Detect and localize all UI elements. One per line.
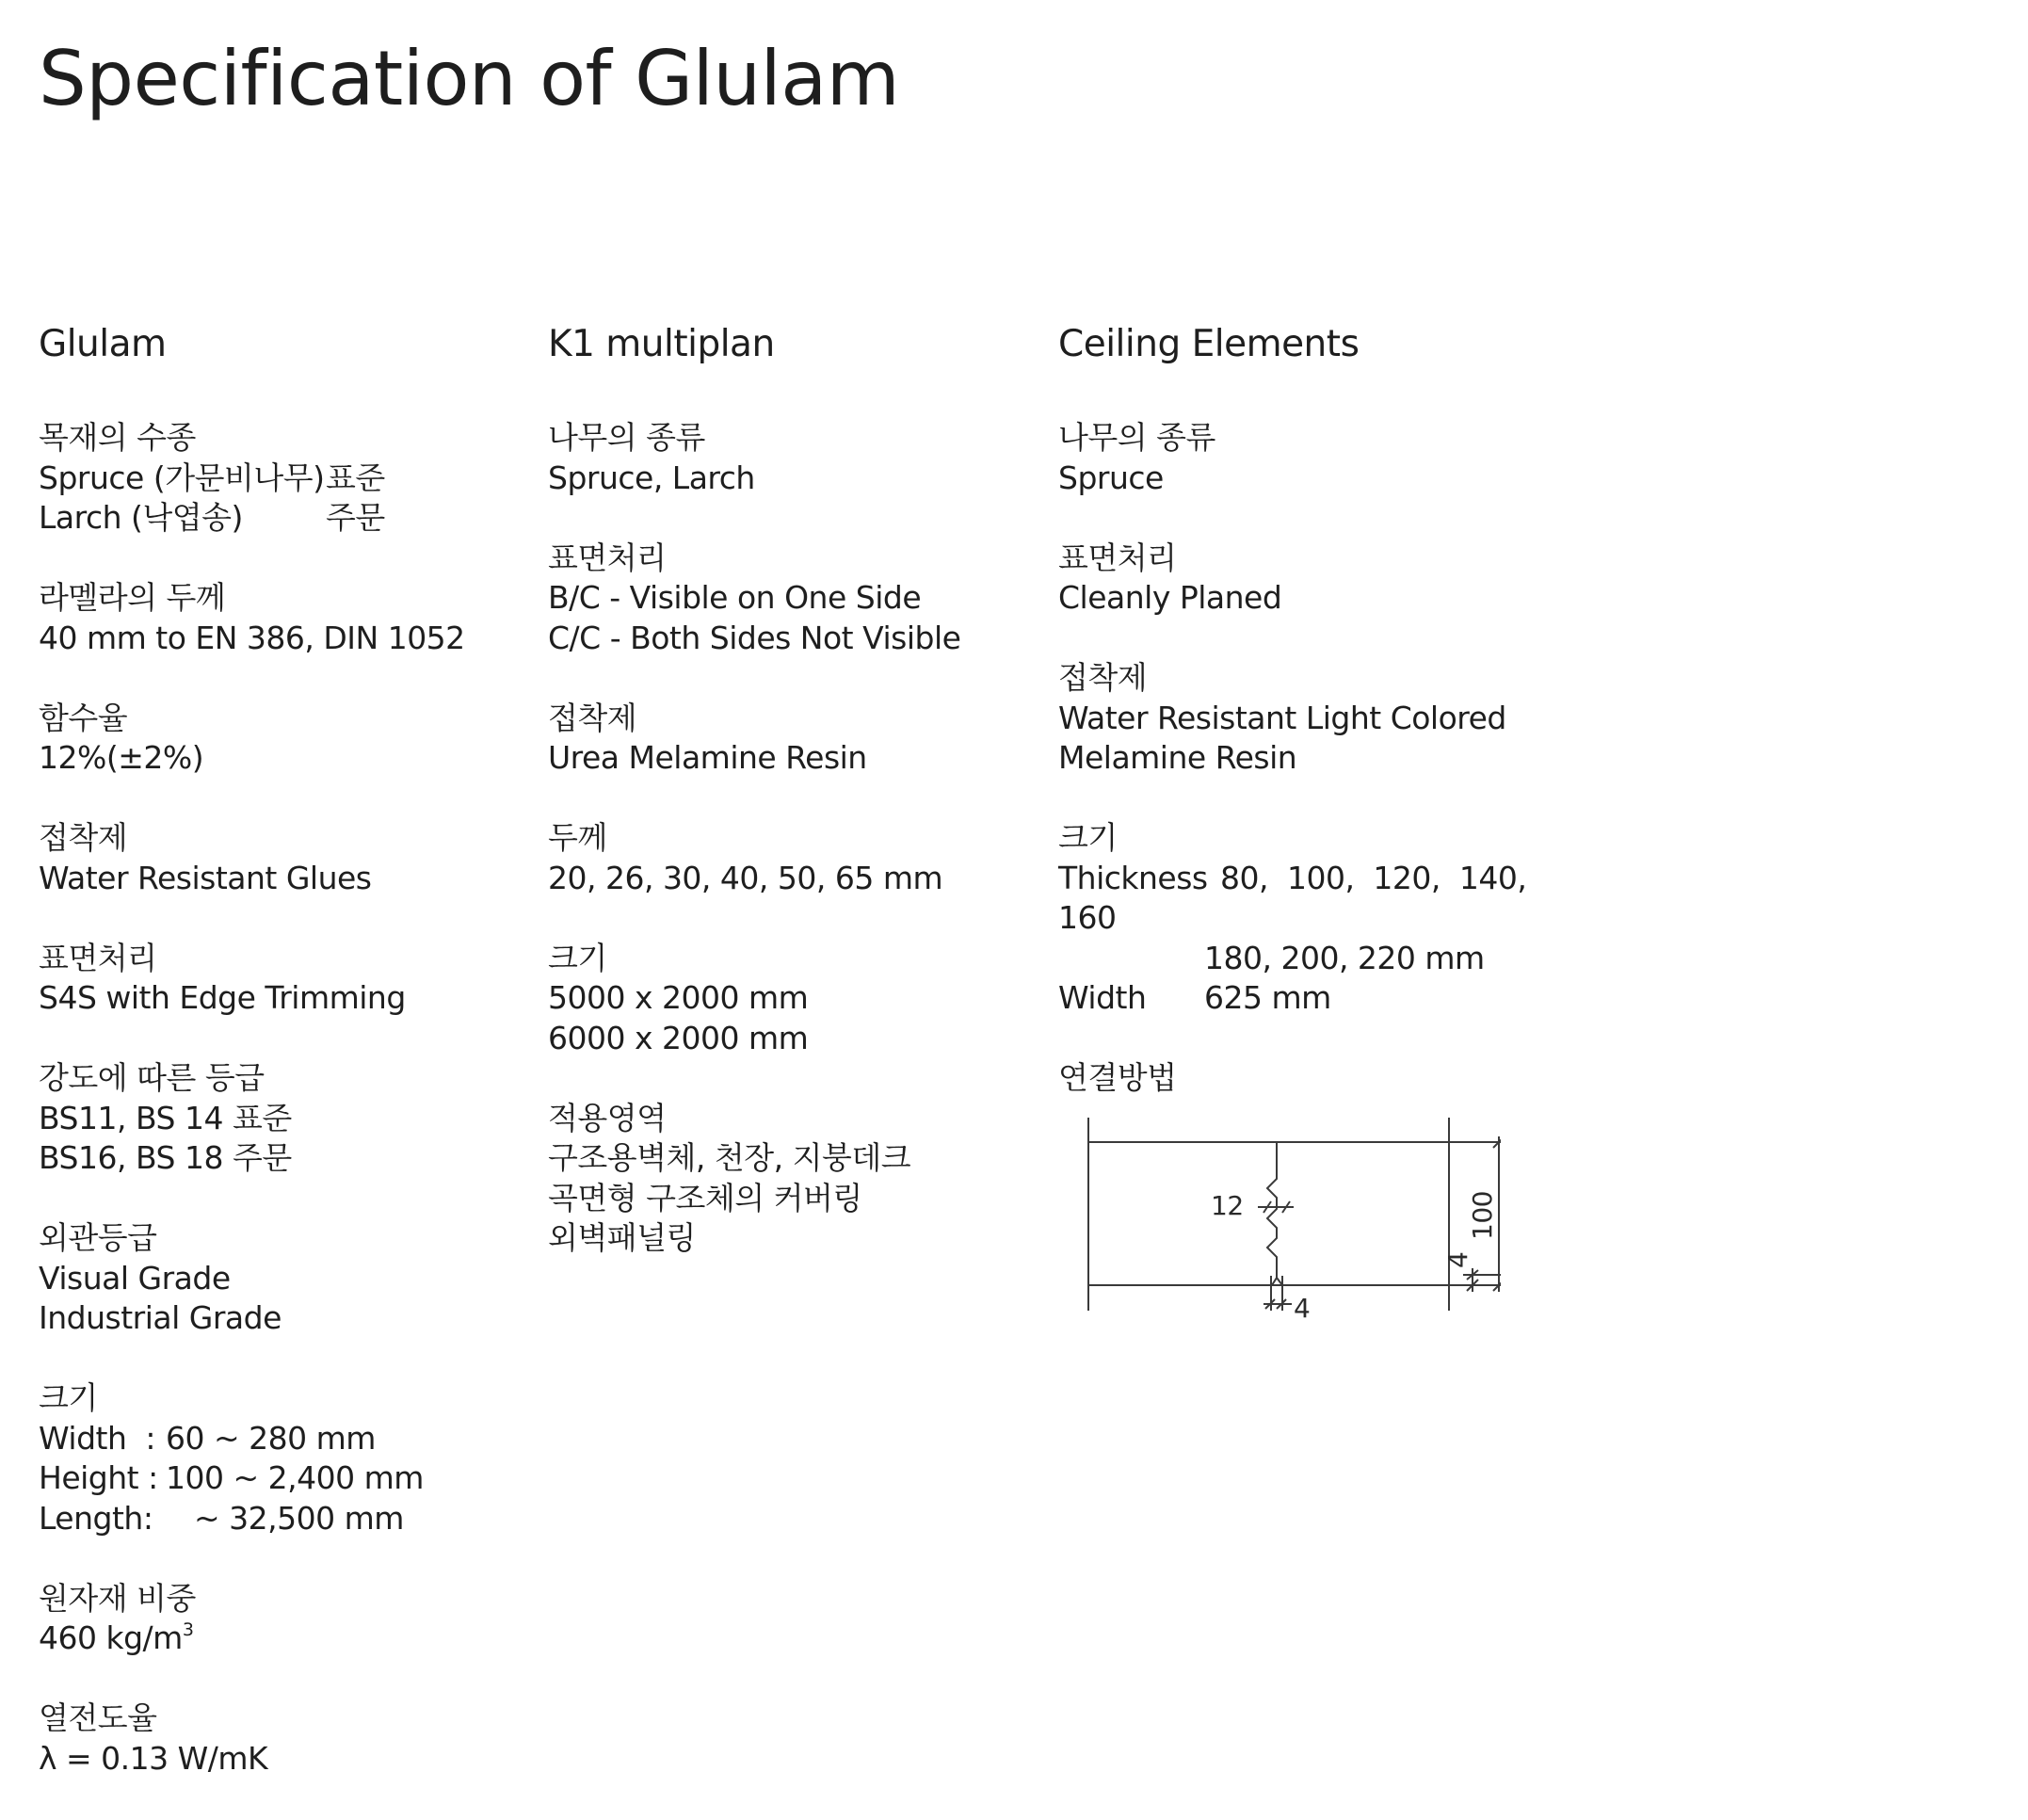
k1-thickness-section (548, 818, 1038, 898)
dim-100-label: 100 (1467, 1190, 1498, 1240)
application-label: 적용영역 (548, 1099, 667, 1136)
surface-label: 표면처리 (39, 939, 157, 976)
strength-label: 강도에 따른 등급 (39, 1059, 265, 1096)
ceiling-surface-section (1058, 539, 1567, 619)
joint-profile (1267, 1142, 1277, 1285)
connection-diagram (1058, 1118, 1501, 1334)
size-value: ~ 32,500 mm (166, 1499, 404, 1537)
k1-application-section (548, 1099, 1038, 1259)
width-key: Width (1058, 979, 1147, 1016)
adhesive-value: Urea Melamine Resin (548, 739, 867, 776)
appearance-line: Visual Grade (39, 1259, 231, 1297)
lamella-value: 40 mm to EN 386, DIN 1052 (39, 619, 465, 656)
density-label: 원자재 비중 (39, 1579, 196, 1617)
conductivity-value: λ = 0.13 W/mK (39, 1739, 268, 1777)
surface-label: 표면처리 (1058, 539, 1177, 576)
diagram-lines (1088, 1118, 1501, 1311)
wood-value: Spruce (1058, 459, 1164, 496)
k1-surface-section (548, 539, 1038, 659)
size-value: 100 ~ 2,400 mm (166, 1459, 424, 1496)
adhesive-label: 접착제 (1058, 659, 1148, 696)
application-line: 구조용벽체, 천장, 지붕데크 (548, 1139, 911, 1176)
dim-4-side-label: 4 (1442, 1251, 1473, 1268)
size-value: 60 ~ 280 mm (166, 1419, 376, 1457)
surface-line: B/C - Visible on One Side (548, 579, 922, 616)
thickness-value: 20, 26, 30, 40, 50, 65 mm (548, 859, 943, 896)
density-number: 460 kg/m (39, 1619, 183, 1656)
ceiling-adhesive-section (1058, 658, 1567, 779)
size-key: Height : (39, 1459, 158, 1496)
surface-value: Cleanly Planed (1058, 579, 1282, 616)
k1-heading: K1 multiplan (548, 323, 775, 365)
size-label: 크기 (1058, 819, 1118, 856)
glulam-species-section (39, 418, 528, 539)
connection-label: 연결방법 (1058, 1059, 1177, 1096)
adhesive-line: Melamine Resin (1058, 739, 1297, 776)
appearance-line: Industrial Grade (39, 1299, 282, 1336)
ceiling-size-section (1058, 818, 1567, 1019)
width-value: 625 mm (1204, 979, 1331, 1016)
glulam-appearance-section (39, 1218, 528, 1339)
size-label: 크기 (39, 1379, 98, 1416)
glulam-adhesive-section (39, 818, 528, 898)
size-key: Length: (39, 1499, 153, 1537)
surface-line: C/C - Both Sides Not Visible (548, 619, 961, 656)
adhesive-label: 접착제 (548, 699, 637, 736)
size-line: 6000 x 2000 mm (548, 1019, 809, 1056)
glulam-heading: Glulam (39, 323, 167, 365)
ceiling-wood-section (1058, 418, 1567, 498)
page-title: Specification of Glulam (39, 35, 900, 122)
glulam-strength-section (39, 1058, 528, 1179)
wood-label: 나무의 종류 (1058, 419, 1215, 456)
density-superscript: 3 (182, 1619, 194, 1640)
adhesive-label: 접착제 (39, 819, 128, 856)
glulam-lamella-section (39, 578, 528, 658)
species-name: Larch (낙엽송) (39, 499, 243, 536)
species-note: 주문 (326, 499, 385, 536)
dim-4-bottom-label: 4 (1294, 1292, 1311, 1324)
glulam-species-label: 목재의 수종 (39, 419, 196, 456)
moisture-value: 12%(±2%) (39, 739, 204, 776)
glulam-surface-section (39, 939, 528, 1019)
thickness-value: 80, 100, 120, 140, (1220, 859, 1527, 896)
species-row (39, 498, 528, 539)
surface-value: S4S with Edge Trimming (39, 979, 406, 1016)
size-label: 크기 (548, 939, 607, 976)
wood-label: 나무의 종류 (548, 419, 705, 456)
species-row (39, 459, 528, 499)
glulam-size-section (39, 1378, 528, 1538)
dim-12-label: 12 (1211, 1189, 1244, 1221)
size-row (39, 1499, 528, 1539)
moisture-label: 함수율 (39, 699, 128, 736)
surface-label: 표면처리 (548, 539, 667, 576)
species-note: 표준 (326, 459, 385, 496)
width-row (1058, 978, 1567, 1019)
glulam-density-section (39, 1579, 528, 1659)
size-key: Width : (39, 1419, 155, 1457)
thickness-row (1058, 859, 1567, 899)
ceiling-column (1058, 320, 1567, 1374)
k1-wood-section (548, 418, 1038, 498)
size-line: 5000 x 2000 mm (548, 979, 809, 1016)
species-name: Spruce (가문비나무) (39, 459, 325, 496)
size-row (39, 1458, 528, 1499)
glulam-conductivity-section (39, 1699, 528, 1779)
ceiling-heading: Ceiling Elements (1058, 323, 1360, 365)
thickness-label: 두께 (548, 819, 607, 856)
k1-size-section (548, 939, 1038, 1059)
strength-line: BS16, BS 18 주문 (39, 1139, 292, 1176)
application-line: 외벽패널링 (548, 1219, 696, 1256)
glulam-moisture-section (39, 699, 528, 779)
adhesive-value: Water Resistant Glues (39, 859, 372, 896)
k1-column (548, 320, 1038, 1298)
thickness-value-continued: 160 (1058, 899, 1117, 936)
density-value (39, 1619, 528, 1659)
lamella-label: 라멜라의 두께 (39, 579, 226, 616)
glulam-column (39, 320, 528, 1819)
ceiling-connection-section (1058, 1058, 1567, 1334)
size-row (39, 1419, 528, 1459)
strength-line: BS11, BS 14 표준 (39, 1099, 292, 1136)
conductivity-label: 열전도율 (39, 1699, 157, 1736)
k1-adhesive-section (548, 699, 1038, 779)
application-line: 곡면형 구조체의 커버링 (548, 1179, 862, 1216)
adhesive-line: Water Resistant Light Colored (1058, 699, 1506, 736)
wood-value: Spruce, Larch (548, 459, 755, 496)
appearance-label: 외관등급 (39, 1219, 157, 1256)
thickness-key: Thickness (1058, 859, 1208, 896)
thickness-value-continued: 180, 200, 220 mm (1204, 939, 1485, 976)
